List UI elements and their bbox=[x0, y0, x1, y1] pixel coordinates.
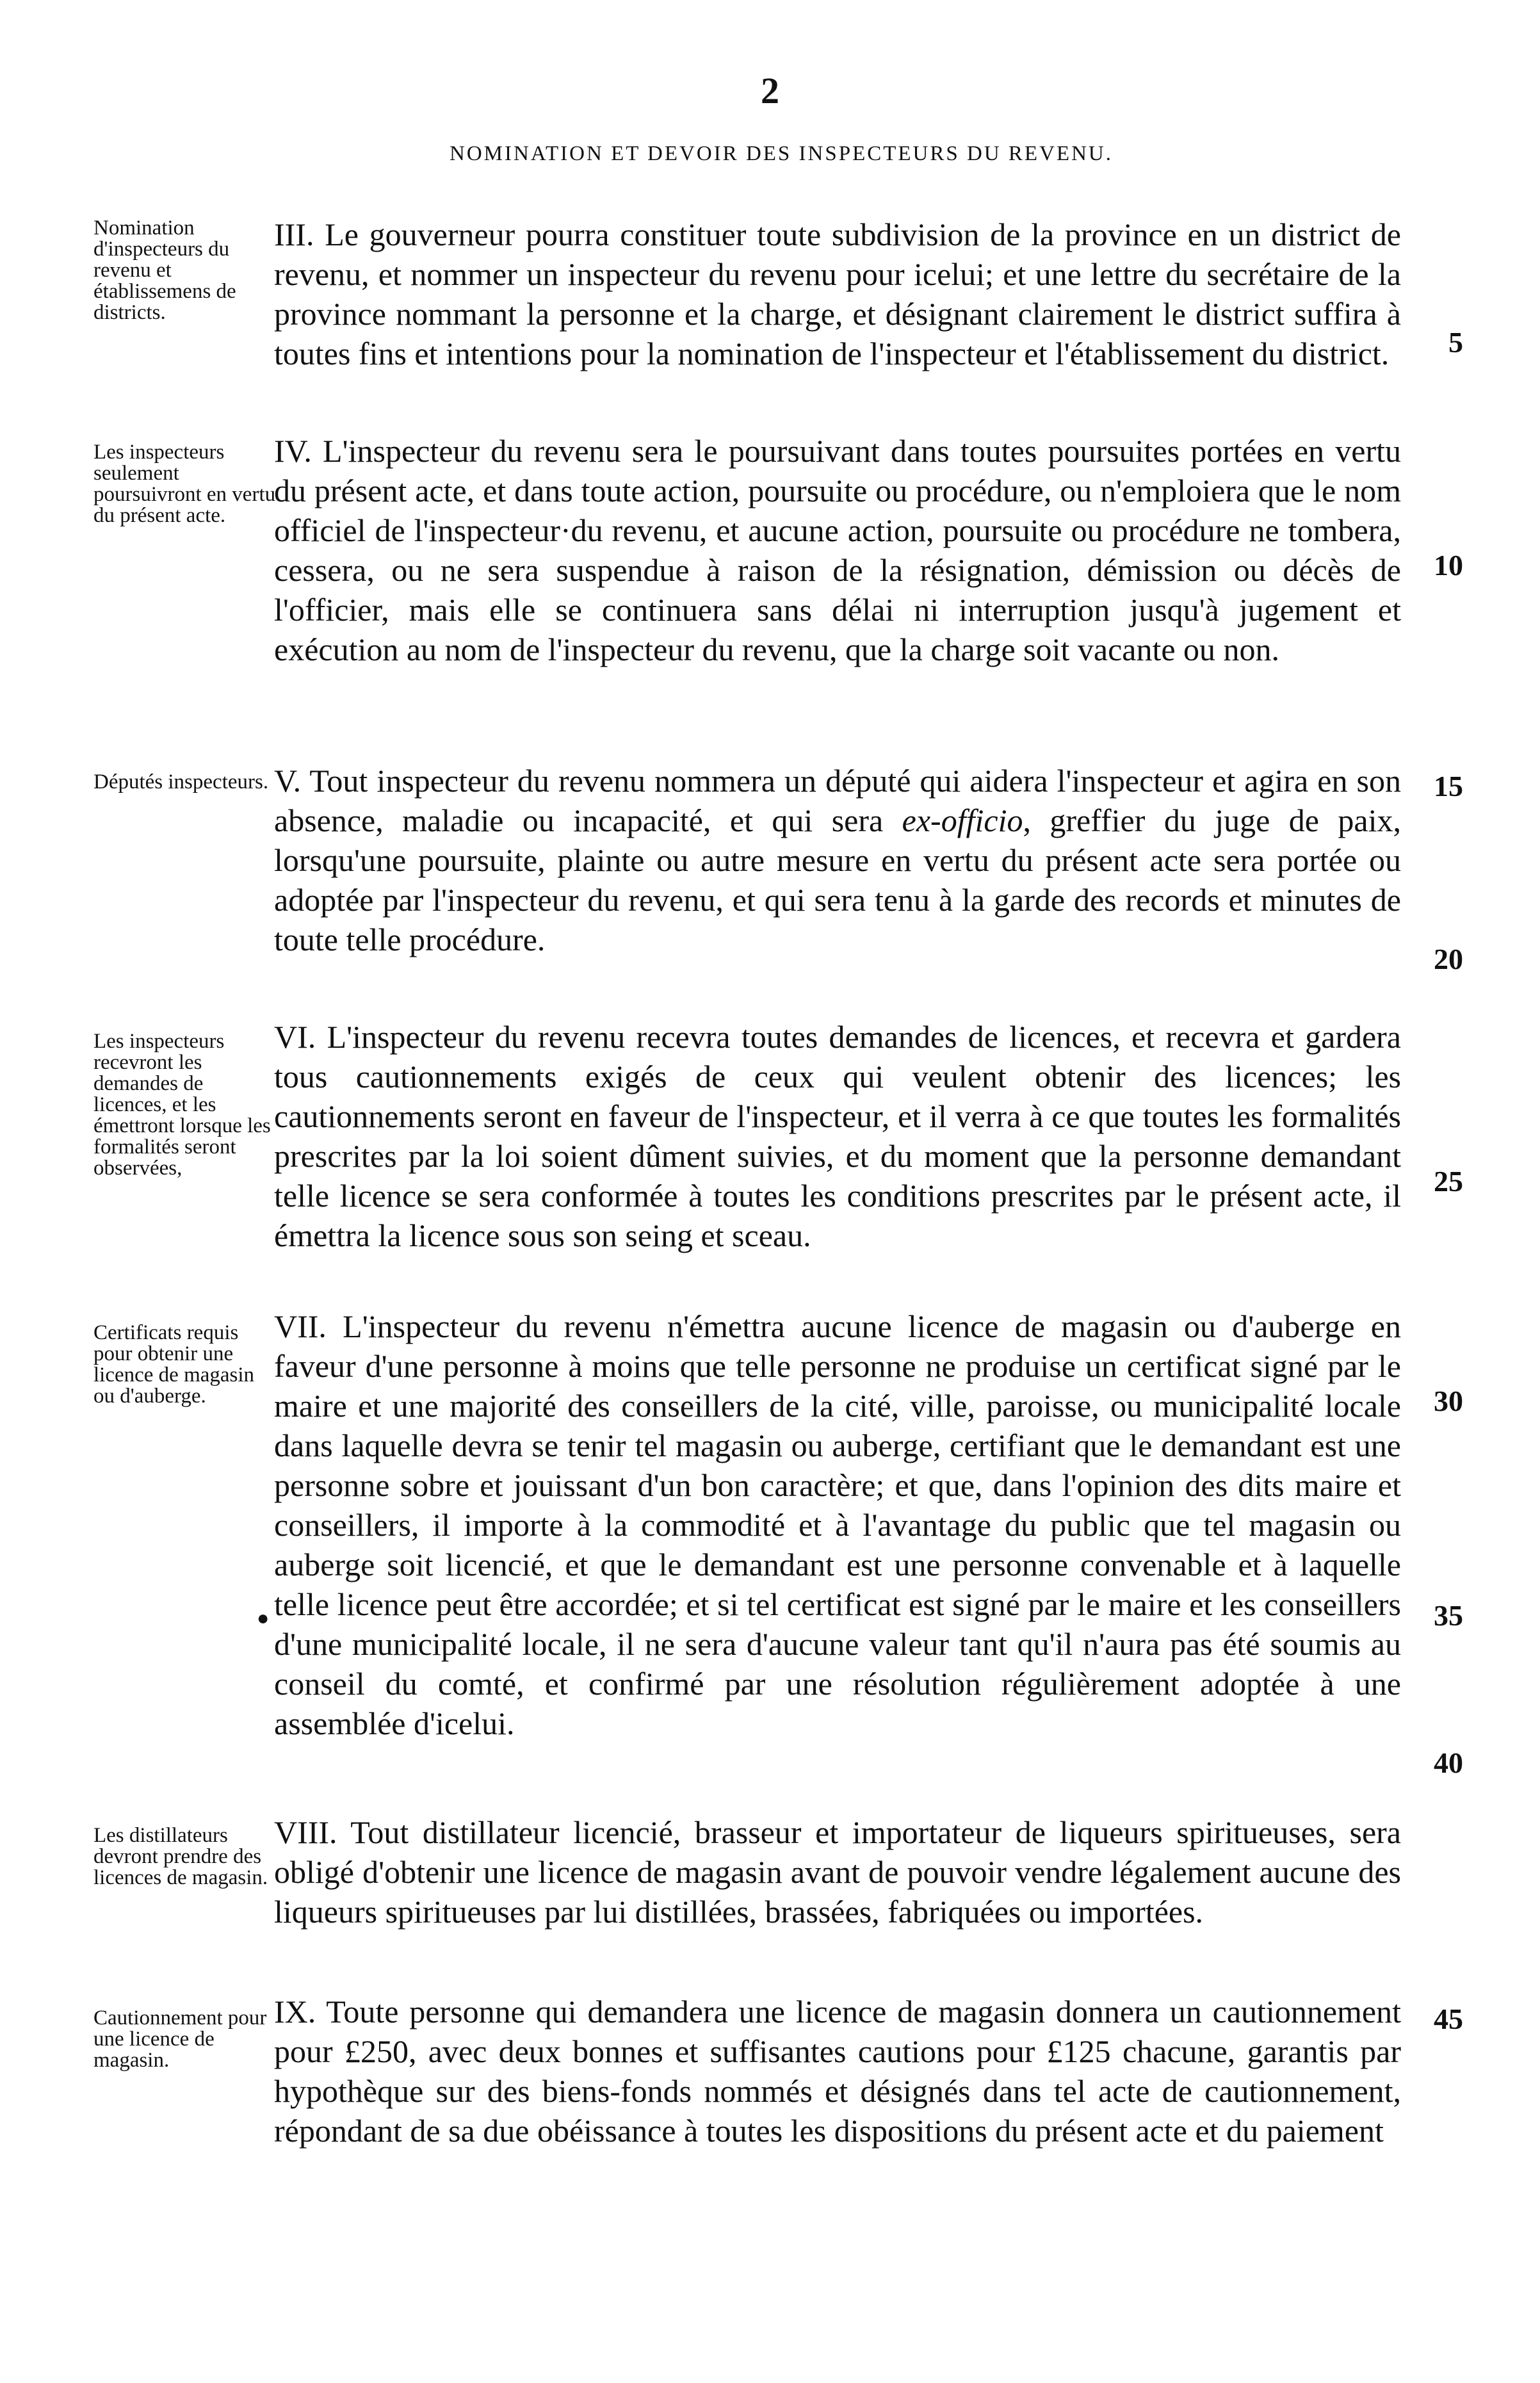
section-body: Le gouverneur pourra constituer toute subdivision de la province en un district de revenu, et nommer un inspecteur du revenu pour icelui; et une lettre du secrétaire de la province nommant la personne et la charge, et désignant clairement le district suffira à toutes fins et intentions pour la nomination de l'inspecteur et l'établissement du district. bbox=[274, 216, 1402, 371]
margin-note: Les inspecteurs recevront les demandes de licences, et les émettront lorsque les formalités seront observées, bbox=[93, 1030, 271, 1180]
section-text bbox=[274, 1992, 1401, 2151]
page-number: 2 bbox=[761, 70, 779, 111]
line-number: 20 bbox=[1434, 943, 1463, 975]
section-number: VII. bbox=[274, 1308, 327, 1344]
line-number: 30 bbox=[1434, 1385, 1463, 1417]
section-text bbox=[274, 431, 1401, 669]
line-number: 15 bbox=[1434, 770, 1463, 802]
section-number: V. bbox=[274, 763, 302, 799]
margin-note: Certificats requis pour obtenir une licence de magasin ou d'auberge. bbox=[93, 1321, 255, 1408]
line-number: 5 bbox=[1448, 326, 1463, 359]
section-body-after: , greffier du juge de paix, lorsqu'une poursuite, plainte ou autre mesure en vertu du présent acte sera portée ou adoptée par l'inspecteur du revenu, et qui sera tenu à la garde des records et minutes de toute telle procédure. bbox=[274, 802, 1401, 957]
bullet-mark: ● bbox=[257, 1606, 270, 1629]
section-body: L'inspecteur du revenu recevra toutes demandes de licences, et recevra et gardera tous cautionnements exigés de ceux qui veulent obtenir des licences; les cautionnements seront en faveur de l'inspecteur, et il verra à ce que toutes les formalités prescrites par la loi soient dûment suivies, et du moment que la personne demandant telle licence se sera conformée à toutes les conditions prescrites par le présent acte, il émettra la licence sous son seing et sceau. bbox=[274, 1019, 1402, 1253]
section-body: L'inspecteur du revenu sera le poursuivant dans toutes poursuites portées en vertu du présent acte, et dans toute action, poursuite ou procédure, ou n'emploiera que le nom officiel de l'inspecteur·du revenu, et aucune action, poursuite ou procédure ne tombera, cessera, ou ne sera suspendue à raison de la résignation, démission ou décès de l'officier, mais elle se continuera sans délai ni interruption jusqu'à jugement et exécution au nom de l'inspecteur du revenu, que la charge soit vacante ou non. bbox=[274, 433, 1402, 667]
margin-note: Députés inspecteurs. bbox=[93, 770, 269, 793]
line-number: 45 bbox=[1434, 2003, 1463, 2035]
section-number: IX. bbox=[274, 1994, 316, 2029]
section-text bbox=[274, 215, 1401, 373]
section-body: Tout distillateur licencié, brasseur et importateur de liqueurs spiritueuses, sera obligé d'obtenir une licence de magasin avant de pouvoir vendre légalement aucune des liqueurs spiritueuses par lui distillées, brassées, fabriquées ou importées. bbox=[274, 1814, 1401, 1930]
section-body: Toute personne qui demandera une licence de magasin donnera un cautionnement pour £250, avec deux bonnes et suffisantes cautions pour £125 chacune, garantis par hypothèque sur des biens-fonds nommés et désignés dans tel acte de cautionnement, répondant de sa due obéissance à toutes les dispositions du présent acte et du paiement bbox=[274, 1994, 1401, 2149]
section-text bbox=[274, 1306, 1401, 1743]
section-body-italic: ex-officio bbox=[902, 802, 1023, 838]
section-number: VIII. bbox=[274, 1814, 337, 1850]
margin-note: Cautionnement pour une licence de magasin. bbox=[93, 2006, 267, 2072]
section-body: L'inspecteur du revenu n'émettra aucune licence de magasin ou d'auberge en faveur d'une personne à moins que telle personne ne produise un certificat signé par le maire et une majorité des conseillers de la cité, ville, paroisse, ou municipalité locale dans laquelle devra se tenir tel magasin ou auberge, certifiant que le demandant est une personne sobre et jouissant d'un bon caractère; et que, dans l'opinion des dits maire et conseillers, il importe à la commodité et à l'avantage du public que tel magasin ou auberge soit licencié, et que le demandant est une personne convenable et à laquelle telle licence peut être accordée; et si tel certificat est signé par le maire et les conseillers d'une municipalité locale, il ne sera d'aucune valeur tant qu'il n'aura pas été soumis au conseil du comté, et confirmé par une résolution régulièrement adoptée à une assemblée d'icelui. bbox=[274, 1308, 1401, 1741]
section-body-before: Tout inspecteur du revenu nommera un député qui aidera l'inspecteur et agira en son absence, maladie ou incapacité, et qui sera bbox=[274, 763, 1401, 838]
margin-note: Les distillateurs devront prendre des licences de magasin. bbox=[93, 1824, 268, 1889]
line-number: 10 bbox=[1434, 549, 1463, 582]
line-number: 35 bbox=[1434, 1599, 1463, 1632]
section-text bbox=[274, 1812, 1401, 1932]
section-number: VI. bbox=[274, 1019, 316, 1055]
section-text bbox=[274, 761, 1401, 959]
section-text bbox=[274, 1017, 1401, 1255]
margin-note: Nomination d'inspecteurs du revenu et établissemens de districts. bbox=[93, 216, 236, 324]
line-number: 40 bbox=[1434, 1746, 1463, 1779]
section-number: IV. bbox=[274, 433, 312, 469]
running-head: NOMINATION ET DEVOIR DES INSPECTEURS DU REVENU. bbox=[450, 142, 1113, 165]
margin-note: Les inspecteurs seulement poursuivront en vertu du présent acte. bbox=[93, 441, 276, 527]
line-number: 25 bbox=[1434, 1165, 1463, 1198]
section-number: III. bbox=[274, 216, 314, 252]
